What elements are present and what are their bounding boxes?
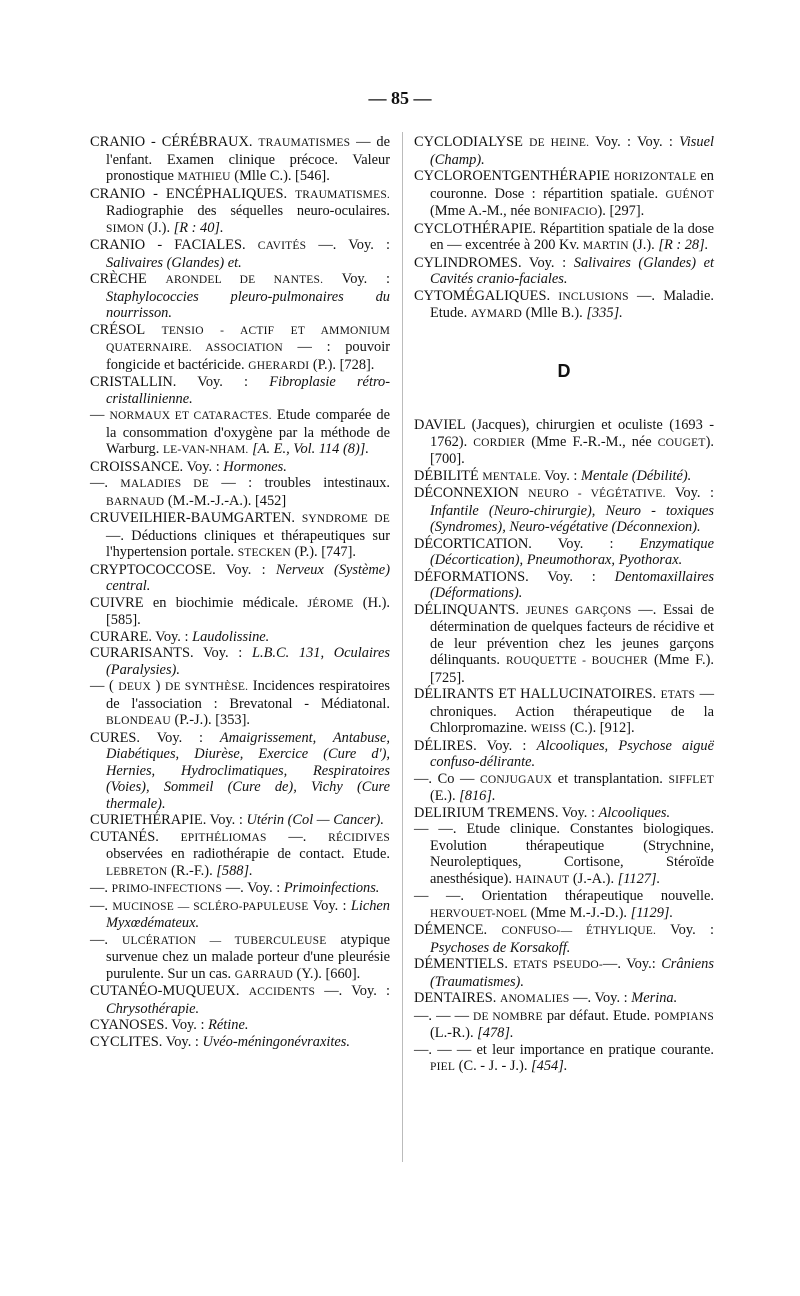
- entry-smallcaps: ARONDEL DE NANTES.: [165, 274, 324, 286]
- entry-text: (Mme M.-J.-D.).: [527, 904, 631, 921]
- entry-reference: Lichen Myxœdémateux.: [106, 897, 390, 931]
- entry-text: et transplantation.: [552, 770, 669, 787]
- index-entry: [414, 485, 714, 536]
- entry-heading: —: [90, 407, 105, 423]
- entry-text: Voy. :: [139, 729, 220, 746]
- entry-reference: Alcooliques.: [598, 804, 671, 821]
- index-entry: [90, 322, 390, 375]
- entry-heading: CRUVEILHIER-BAUMGARTEN.: [90, 510, 295, 526]
- entry-text: (P.). [747].: [290, 544, 356, 560]
- entry-smallcaps: DEUX: [118, 681, 152, 693]
- entry-text: et leur importance en pratique courante.: [471, 1041, 714, 1058]
- index-entry: [90, 983, 390, 1017]
- index-entry: [414, 602, 714, 687]
- index-entry: [414, 805, 714, 822]
- entry-text: — : pouvoir fongicide et bactéricide.: [106, 339, 390, 373]
- entry-heading: CRANIO - FACIALES.: [90, 237, 246, 253]
- entry-reference: Dentomaxillaires (Déformations).: [430, 568, 714, 601]
- entry-text: Voy. :: [476, 737, 537, 754]
- entry-text: Voy. :: [215, 561, 276, 578]
- entry-smallcaps: STECKEN: [237, 547, 291, 559]
- index-entry: [90, 271, 390, 322]
- entry-heading: —.: [90, 880, 108, 896]
- entry-reference: Primoinfections.: [283, 880, 380, 896]
- entry-heading: CUTANÉO-MUQUEUX.: [90, 983, 240, 999]
- entry-smallcaps: PIEL: [430, 1061, 456, 1073]
- index-entry: [90, 1017, 390, 1034]
- entry-text: Voy. :: [308, 897, 351, 914]
- index-entry: [414, 569, 714, 602]
- index-entry: [90, 629, 390, 646]
- entry-smallcaps: ETATS PSEUDO-: [513, 959, 603, 971]
- entry-smallcaps: MARTIN: [582, 240, 629, 252]
- index-entry: [414, 990, 714, 1008]
- entry-smallcaps: BLONDEAU: [106, 715, 171, 727]
- entry-heading: CYANOSES.: [90, 1017, 168, 1033]
- index-entry: [414, 255, 714, 288]
- entry-smallcaps: CORDIER: [473, 436, 526, 449]
- entry-text: en biochimie médicale.: [143, 594, 308, 611]
- index-entry: [90, 880, 390, 898]
- entry-text: —. Voy. :: [306, 237, 390, 253]
- entry-reference: Staphylococcies pleuro-pulmonaires du nourrisson.: [106, 288, 390, 321]
- entry-text: ). [700].: [430, 433, 714, 467]
- entry-reference: [478].: [477, 1025, 514, 1041]
- entry-smallcaps: LEBRETON: [106, 865, 168, 878]
- entry-text: (Jacques), chirurgien et oculiste (1693 - 1762).: [430, 417, 714, 450]
- entry-text: Voy. :: [558, 804, 599, 821]
- right-column-top-entries: [414, 134, 714, 323]
- right-column: [414, 134, 714, 1076]
- index-entry: [414, 134, 714, 168]
- entry-reference: Merina.: [631, 990, 678, 1006]
- entry-text: — : troubles intestinaux.: [209, 475, 391, 491]
- entry-heading: —.: [90, 897, 108, 914]
- entry-text: Voy. :: [167, 1017, 209, 1033]
- entry-text: (J.-A.).: [569, 870, 618, 887]
- entry-reference: Utérin (Col — Cancer).: [246, 812, 384, 828]
- index-entry: [414, 738, 714, 771]
- entry-smallcaps: ANOMALIES: [500, 993, 570, 1005]
- index-entry: [90, 407, 390, 459]
- entry-heading: DÉLINQUANTS.: [414, 601, 520, 618]
- entry-text: Etude clinique. Constantes biologiques. Evolution thérapeutique (Strychnine, Neuroleptiques, Cortisone, Stéroïde anesthésique).: [430, 821, 714, 887]
- entry-heading: CRANIO - ENCÉPHALIQUES.: [90, 185, 288, 202]
- index-entry: [90, 1034, 390, 1051]
- entry-text: (Mme A.-M., née: [430, 203, 534, 219]
- entry-text: —.: [266, 828, 329, 845]
- entry-heading: DÉCONNEXION: [414, 485, 519, 501]
- entry-heading: CRANIO - CÉRÉBRAUX.: [90, 134, 253, 150]
- index-entry: [90, 562, 390, 595]
- entry-smallcaps: TRAUMATISMES.: [295, 188, 390, 201]
- entry-smallcaps: ULCÉRATION — TUBERCULEUSE: [121, 934, 327, 947]
- entry-smallcaps: SYNDROME DE: [301, 513, 390, 525]
- entry-smallcaps: WEISS: [530, 723, 567, 735]
- entry-smallcaps: COUGET: [657, 436, 706, 449]
- entry-heading: DENTAIRES.: [414, 990, 497, 1006]
- entry-text: — chroniques. Action thérapeutique de la Chlorpromazine.: [430, 686, 714, 736]
- entry-reference: Laudolissine.: [192, 628, 270, 645]
- entry-heading: CRÉSOL: [90, 321, 145, 338]
- entry-heading: CYCLOROENTGENTHÉRAPIE: [414, 168, 610, 184]
- entry-reference: Infantile (Neuro-chirurgie), Neuro - toxiques (Syndromes), Neuro-végétative (Déconnexion).: [430, 502, 714, 535]
- entry-reference: [335].: [586, 305, 623, 321]
- entry-heading: DÉFORMATIONS.: [414, 568, 529, 585]
- entry-reference: Visuel (Champ).: [430, 134, 714, 168]
- entry-heading: —.: [90, 475, 108, 491]
- entry-smallcaps: TENSIO - ACTIF ET AMMONIUM QUATERNAIRE. ASSOCIATION: [106, 324, 390, 354]
- entry-heading: CUIVRE: [90, 594, 144, 611]
- entry-smallcaps: DE HEINE.: [529, 137, 590, 149]
- index-entry: [90, 645, 390, 678]
- entry-text: Etude comparée de la consommation d'oxygène par la méthode de Warburg.: [106, 407, 390, 457]
- index-entry: [414, 1042, 714, 1076]
- entry-smallcaps: RÉCIDIVES: [328, 831, 390, 844]
- entry-reference: L.B.C. 131, Oculaires (Paralysies).: [106, 645, 390, 678]
- entry-heading: CYTOMÉGALIQUES.: [414, 287, 551, 304]
- index-entry: [414, 1008, 714, 1042]
- entry-smallcaps: DE NOMBRE: [473, 1010, 543, 1023]
- entry-text: —. Voy. :: [222, 880, 284, 896]
- entry-text: (H.). [585].: [106, 594, 390, 628]
- entry-heading: CURIETHÉRAPIE.: [90, 812, 207, 828]
- index-entry: [90, 475, 390, 510]
- index-entry: [90, 730, 390, 813]
- entry-reference: Hormones.: [223, 458, 287, 475]
- entry-text: (L.-R.).: [430, 1025, 478, 1041]
- entry-smallcaps: DE SYNTHÈSE.: [164, 681, 249, 693]
- entry-heading: CRÈCHE: [90, 271, 147, 287]
- entry-reference: [A. E., Vol. 114 (8)].: [248, 441, 369, 457]
- entry-smallcaps: CAVITÉS: [257, 240, 307, 252]
- entry-text: Voy. :: [540, 467, 581, 484]
- entry-reference: Mentale (Débilité).: [580, 467, 692, 484]
- entry-reference: Fibroplasie rétro-cristallinienne.: [106, 374, 390, 407]
- entry-smallcaps: MENTALE.: [482, 470, 541, 483]
- entry-smallcaps: HERVOUET-NOEL: [430, 907, 528, 920]
- entry-smallcaps: EPITHÉLIOMAS: [180, 831, 267, 844]
- entry-reference: Chrysothérapie.: [106, 1000, 200, 1017]
- entry-text: (E.).: [430, 788, 460, 804]
- entry-heading: CURES.: [90, 729, 140, 746]
- index-entry: [90, 186, 390, 238]
- entry-heading: — —.: [414, 821, 457, 837]
- entry-reference: Rétine.: [208, 1017, 249, 1033]
- entry-text: Répartition spatiale de la dose en — excentrée à 200 Kv.: [430, 220, 714, 253]
- entry-heading: DÉCORTICATION.: [414, 535, 532, 552]
- index-entry: [90, 932, 390, 984]
- entry-smallcaps: ETATS: [660, 689, 696, 701]
- entry-text: (Mlle B.).: [522, 305, 587, 321]
- left-column: [90, 134, 390, 1050]
- entry-text: Voy. : Voy. :: [589, 134, 680, 150]
- entry-heading: CYCLOTHÉRAPIE.: [414, 220, 536, 237]
- entry-smallcaps: TRAUMATISMES: [258, 137, 351, 149]
- entry-reference: Amaigrissement, Antabuse, Diabétiques, Diurèse, Exercice (Cure d'), Hernies, Hydroclimatiques, Respiratoires (Voies), Sommeil (Cure de), Vichy (Cure thermale).: [106, 729, 390, 812]
- index-entry: [414, 536, 714, 569]
- entry-text: Voy. :: [665, 485, 714, 501]
- entry-reference: [816].: [459, 788, 496, 804]
- entry-text: atypique survenue chez un malade porteur d'une pleurésie purulente. Sur un cas.: [106, 931, 390, 982]
- entry-text: (C. - J. - J.).: [455, 1058, 532, 1074]
- entry-text: (J.).: [144, 219, 174, 236]
- entry-smallcaps: GHERARDI: [248, 359, 310, 372]
- entry-heading: CYLINDROMES.: [414, 254, 522, 271]
- entry-reference: [454].: [531, 1058, 568, 1074]
- entry-smallcaps: GUÉNOT: [665, 188, 714, 201]
- entry-text: (M.-M.-J.-A.). [452]: [164, 492, 287, 509]
- entry-text: Voy. :: [193, 645, 252, 661]
- entry-reference: Enzymatique (Décortication), Pneumothorax, Pyothorax.: [430, 535, 714, 568]
- entry-text: Voy. :: [531, 535, 640, 552]
- entry-smallcaps: LE-VAN-NHAM.: [162, 444, 249, 456]
- index-entry: [90, 510, 390, 562]
- entry-reference: [R : 40].: [173, 219, 224, 236]
- index-entry: [414, 888, 714, 922]
- entry-text: (R.-F.).: [167, 862, 217, 879]
- entry-text: ): [151, 678, 165, 694]
- entry-reference: Psychoses de Korsakoff.: [430, 939, 571, 956]
- entry-reference: Uvéo-méningonévraxites.: [202, 1033, 350, 1050]
- entry-reference: Salivaires (Glandes) et.: [106, 254, 242, 271]
- entry-text: Orientation thérapeutique nouvelle.: [464, 888, 714, 904]
- entry-text: — de l'enfant. Examen clinique précoce. Valeur pronostique: [106, 134, 390, 184]
- entry-text: (Y.). [660].: [292, 965, 361, 982]
- entry-text: —. Essai de détermination de quelques facteurs de récidive et de leur prévention chez les jeunes garçons délinquants.: [430, 601, 714, 668]
- entry-smallcaps: MUCINOSE — SCLÉRO-PAPULEUSE: [112, 900, 309, 913]
- entry-text: Incidences respiratoires de l'association : Brevatonal - Médiatonal.: [106, 678, 390, 712]
- entry-text: (P.-J.). [353].: [170, 712, 250, 728]
- entry-smallcaps: NORMAUX ET CATARACTES.: [109, 410, 272, 422]
- entry-text: Voy. :: [521, 254, 574, 271]
- entry-text: (Mme F.-R.-M., née: [525, 433, 658, 450]
- entry-smallcaps: NEURO - VÉGÉTATIVE.: [528, 488, 666, 500]
- index-entry: [414, 468, 714, 486]
- index-entry: [414, 221, 714, 255]
- entry-smallcaps: MALADIES DE: [120, 478, 209, 490]
- index-entry: [414, 168, 714, 221]
- entry-text: (Mme F.). [725].: [430, 652, 715, 686]
- column-divider: [402, 132, 403, 1162]
- entry-text: —. Voy. :: [315, 983, 390, 999]
- entry-text: Voy. :: [323, 271, 390, 287]
- entry-smallcaps: CONJUGAUX: [480, 773, 553, 786]
- index-entry: [90, 829, 390, 881]
- entry-text: (C.). [912].: [566, 720, 635, 736]
- entry-reference: Nerveux (Système) central.: [106, 561, 390, 594]
- index-entry: [414, 686, 714, 738]
- entry-smallcaps: MATHIEU: [177, 171, 231, 183]
- entry-smallcaps: POMPIANS: [654, 1010, 714, 1023]
- entry-heading: CYCLODIALYSE: [414, 134, 523, 150]
- entry-smallcaps: HAINAUT: [515, 873, 570, 886]
- entry-heading: —. — —: [414, 1007, 469, 1024]
- entry-heading: — —.: [414, 888, 465, 904]
- index-entry: [414, 956, 714, 990]
- entry-text: Voy. :: [206, 812, 247, 828]
- index-entry: [414, 288, 714, 323]
- entry-reference: [588].: [216, 862, 253, 879]
- entry-text: Voy. :: [528, 568, 615, 585]
- entry-heading: DELIRIUM TREMENS.: [414, 804, 559, 821]
- index-entry: [90, 374, 390, 407]
- page-number: — 85 —: [368, 88, 432, 108]
- entry-heading: — (: [90, 678, 114, 694]
- entry-text: —. Voy.:: [602, 956, 662, 972]
- entry-text: observées en radiothérapie de contact. Etude.: [106, 846, 390, 862]
- index-entry: [90, 459, 390, 476]
- entry-text: —. Maladie. Etude.: [430, 287, 714, 321]
- entry-smallcaps: ACCIDENTS: [248, 986, 316, 998]
- index-entry: [414, 417, 714, 468]
- entry-heading: CRISTALLIN.: [90, 374, 177, 390]
- entry-smallcaps: GARRAUD: [234, 968, 293, 981]
- entry-text: —. Voy. :: [569, 990, 632, 1006]
- entry-text: —. Déductions cliniques et thérapeutiques sur l'hypertension portale.: [106, 527, 390, 560]
- entry-heading: DÉLIRES.: [414, 737, 477, 754]
- entry-heading: —.: [90, 931, 108, 948]
- entry-smallcaps: ROUQUETTE - BOUCHER: [505, 655, 649, 667]
- entry-text: en couronne. Dose : répartition spatiale.: [430, 168, 714, 202]
- entry-heading: DÉBILITÉ: [414, 467, 479, 484]
- entry-reference: Alcooliques, Psychose aiguë confuso-délirante.: [430, 737, 715, 770]
- index-entry: [414, 922, 714, 956]
- entry-reference: [1129].: [630, 904, 674, 921]
- entry-heading: DAVIEL: [414, 417, 466, 433]
- section-letter: D: [557, 360, 571, 381]
- index-entry: [90, 812, 390, 829]
- entry-reference: [R : 28].: [658, 237, 709, 253]
- index-entry: [90, 595, 390, 629]
- right-column-bottom-entries: [414, 417, 714, 1076]
- entry-heading: DÉMENCE.: [414, 922, 488, 938]
- entry-heading: —. — —: [414, 1041, 472, 1058]
- entry-heading: CURARISANTS.: [90, 645, 194, 661]
- index-entry: [414, 821, 714, 888]
- entry-heading: CROISSANCE.: [90, 458, 184, 475]
- entry-text: Voy. :: [151, 628, 193, 645]
- index-entry: [90, 134, 390, 186]
- entry-text: par défaut. Etude.: [542, 1007, 655, 1024]
- entry-text: ). [297].: [597, 203, 645, 219]
- entry-reference: Crâniens (Traumatismes).: [430, 956, 714, 990]
- entry-smallcaps: JEUNES GARÇONS: [526, 604, 632, 617]
- entry-heading: DÉMENTIELS.: [414, 956, 508, 972]
- entry-text: Voy. :: [183, 458, 224, 475]
- entry-text: (P.). [728].: [309, 356, 375, 373]
- entry-text: (J.).: [628, 237, 659, 253]
- entry-text: (Mlle C.). [546].: [230, 168, 330, 184]
- entry-text: Voy. :: [176, 374, 270, 390]
- entry-smallcaps: INCLUSIONS: [558, 290, 629, 303]
- entry-heading: CYCLITES.: [90, 1033, 163, 1050]
- entry-smallcaps: SIMON: [106, 222, 145, 235]
- index-entry: [90, 898, 390, 932]
- entry-smallcaps: AYMARD: [470, 308, 523, 320]
- index-entry: [90, 237, 390, 271]
- entry-smallcaps: HORIZONTALE: [613, 171, 697, 183]
- entry-smallcaps: PRIMO-INFECTIONS: [111, 883, 223, 895]
- entry-heading: —. Co —: [414, 770, 475, 787]
- entry-heading: DÉLIRANTS ET HALLUCINATOIRES.: [414, 686, 657, 702]
- entry-reference: [1127].: [617, 870, 661, 887]
- entry-smallcaps: CONFUSO-— ÉTHYLIQUE.: [501, 925, 657, 937]
- entry-text: Radiographie des séquelles neuro-oculaires.: [106, 203, 390, 219]
- entry-smallcaps: SIFFLET: [668, 773, 714, 786]
- entry-smallcaps: BARNAUD: [106, 495, 165, 508]
- index-entry: [414, 771, 714, 805]
- entry-heading: CRYPTOCOCCOSE.: [90, 561, 216, 578]
- entry-reference: Salivaires (Glandes) et Cavités cranio-faciales.: [430, 254, 715, 287]
- index-entry: [90, 678, 390, 730]
- entry-smallcaps: BONIFACIO: [533, 206, 598, 218]
- entry-text: Voy. :: [656, 922, 714, 938]
- entry-text: Voy. :: [162, 1033, 203, 1050]
- entry-heading: CUTANÉS.: [90, 828, 159, 845]
- entry-smallcaps: JÉROME: [307, 597, 354, 610]
- entry-heading: CURARE.: [90, 628, 152, 645]
